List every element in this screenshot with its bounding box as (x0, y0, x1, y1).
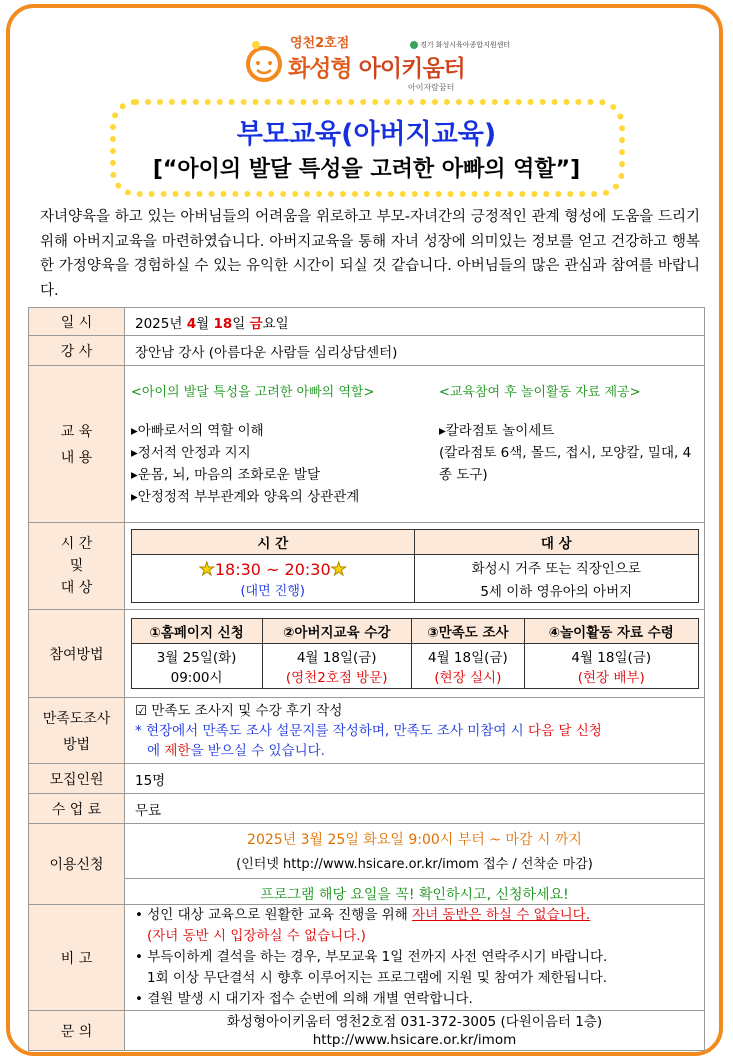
target-cell (415, 555, 699, 603)
page-subtitle: [“아이의 발달 특성을 고려한 아빠의 역할”] (152, 157, 581, 182)
target-line: 5세 이하 영유아의 아버지 (480, 584, 633, 600)
apply-url: (인터넷 http://www.hsicare.or.kr/imom 접수 / 선착순 마감) (236, 856, 593, 872)
center-logo-icon (410, 41, 418, 49)
edu-content (125, 366, 705, 523)
apply-label: 이용신청 (29, 824, 125, 905)
target-head: 대 상 (415, 530, 699, 555)
method-table (131, 618, 699, 689)
star-icon: ★ (198, 558, 215, 580)
step-head: ①홈페이지 신청 (131, 619, 262, 644)
step-cell: 4월 18일(금) (영천2호점 방문) (262, 644, 411, 689)
logo-name: 화성형 아이키움터 (288, 56, 465, 82)
time-target (125, 523, 705, 610)
center-logo: 경기 화성시육아종합지원센터 (410, 40, 510, 50)
note-content (125, 905, 705, 1011)
fee-label: 수 업 료 (29, 794, 125, 824)
edu-right-item: ▸칼라점토 놀이세트 (438, 422, 555, 439)
method-content (125, 610, 705, 698)
edu-left-head: <아이의 발달 특성을 고려한 아빠의 역할> (131, 384, 375, 400)
step-head: ③만족도 조사 (411, 619, 524, 644)
child-face-icon (244, 38, 284, 82)
edu-left-item: ▸운몸, 뇌, 마음의 조화로운 발달 (131, 466, 321, 483)
edu-left-item: ▸안정정적 부부관계와 양육의 상관관계 (131, 488, 360, 505)
recruit-label: 모집인원 (29, 764, 125, 794)
time-head: 시 간 (131, 530, 415, 555)
time-value: 18:30 ~ 20:30 (214, 559, 331, 579)
edu-left-item: ▸정서적 안정과 지지 (131, 444, 251, 461)
note-label: 비 고 (29, 905, 125, 1011)
edu-label: 교 육 내 용 (29, 366, 125, 523)
lecturer-value: 장안남 강사 (아름다운 사람들 심리상담센터) (125, 336, 705, 366)
time-cell (131, 555, 415, 603)
target-line: 화성시 거주 또는 직장인으로 (471, 561, 641, 577)
step-head: ②아버지교육 수강 (262, 619, 411, 644)
note-line: • 부득이하게 결석을 하는 경우, 부모교육 1일 전까지 사전 연락주시기 바랍니다. (135, 949, 608, 965)
lecturer-label: 강 사 (29, 336, 125, 366)
method-label: 참여방법 (29, 610, 125, 698)
survey-label: 만족도조사 방법 (29, 698, 125, 764)
date-label: 일 시 (29, 308, 125, 336)
note-line: • 성인 대상 교육으로 원활한 교육 진행을 위해 자녀 동반은 하실 수 없습니다. (135, 907, 590, 923)
logo-branch: 영천2호점 (290, 36, 350, 51)
apply-content (125, 824, 705, 905)
step-head: ④놀이활동 자료 수령 (524, 619, 698, 644)
survey-line: ☑ 만족도 조사지 및 수강 후기 작성 (135, 702, 343, 719)
contact-address: 화성형아이키움터 영천2호점 031-372-3005 (다원이음터 1층) (226, 1013, 603, 1030)
step-cell: 4월 18일(금) (현장 실시) (411, 644, 524, 689)
date-value: 2025년 4월 18일 금요일 (125, 308, 705, 336)
logo-sub: 아이자람꿈터 (408, 83, 455, 92)
note-line: (자녀 동반 시 입장하실 수 없습니다.) (147, 928, 366, 944)
edu-right-item: (칼라점토 6색, 몰드, 접시, 모양칼, 밀대, 4종 도구) (438, 444, 692, 483)
contact-label: 문 의 (29, 1011, 125, 1051)
edu-left-item: ▸아빠로서의 역할 이해 (131, 422, 264, 439)
apply-period: 2025년 3월 25일 화요일 9:00시 부터 ~ 마감 시 까지 (247, 831, 582, 848)
survey-line: * 현장에서 만족도 조사 설문지를 작성하며, 만족도 조사 미참여 시 다음 달 신청 (135, 722, 602, 739)
contact-url: http://www.hsicare.or.kr/imom (312, 1031, 517, 1048)
edu-right-head: <교육참여 후 놀이활동 자료 제공> (438, 384, 641, 400)
page-title: 부모교육(아버지교육) (236, 119, 497, 150)
note-line: • 결원 발생 시 대기자 접수 순번에 의해 개별 연락합니다. (135, 991, 473, 1007)
note-line: 1회 이상 무단결석 시 향후 이루어지는 프로그램에 지원 및 참여가 제한됩니다. (147, 970, 608, 986)
time-note: (대면 진행) (240, 583, 305, 599)
step-cell: 4월 18일(금) (현장 배부) (524, 644, 698, 689)
logo (238, 28, 498, 92)
survey-line: 에 제한을 받으실 수 있습니다. (147, 742, 325, 759)
step-cell: 3월 25일(화) 09:00시 (131, 644, 262, 689)
contact-content (125, 1011, 705, 1051)
info-table (28, 307, 705, 1051)
recruit-value: 15명 (125, 764, 705, 794)
star-icon: ★ (330, 558, 347, 580)
survey-content (125, 698, 705, 764)
apply-notice: 프로그램 해당 요일을 꼭! 확인하시고, 신청하세요! (125, 878, 704, 904)
time-label: 시 간 및 대 상 (29, 523, 125, 610)
intro-text: 자녀양육을 하고 있는 아버님들의 어려움을 위로하고 부모-자녀간의 긍정적인 관계 형성에 도움을 드리기 위해 아버지교육을 마련하였습니다. 아버지교육을 통해 자녀 성장에 의미있는 정보를 얻고 건강하고 행복한 가정양육을 경험하실 수 있는 유익한 시간이 되실 것 같습니다. 아버님들의 많은 관심과 참여를 바랍니다. (40, 209, 700, 299)
time-target-table (131, 529, 699, 603)
fee-value: 무료 (125, 794, 705, 824)
